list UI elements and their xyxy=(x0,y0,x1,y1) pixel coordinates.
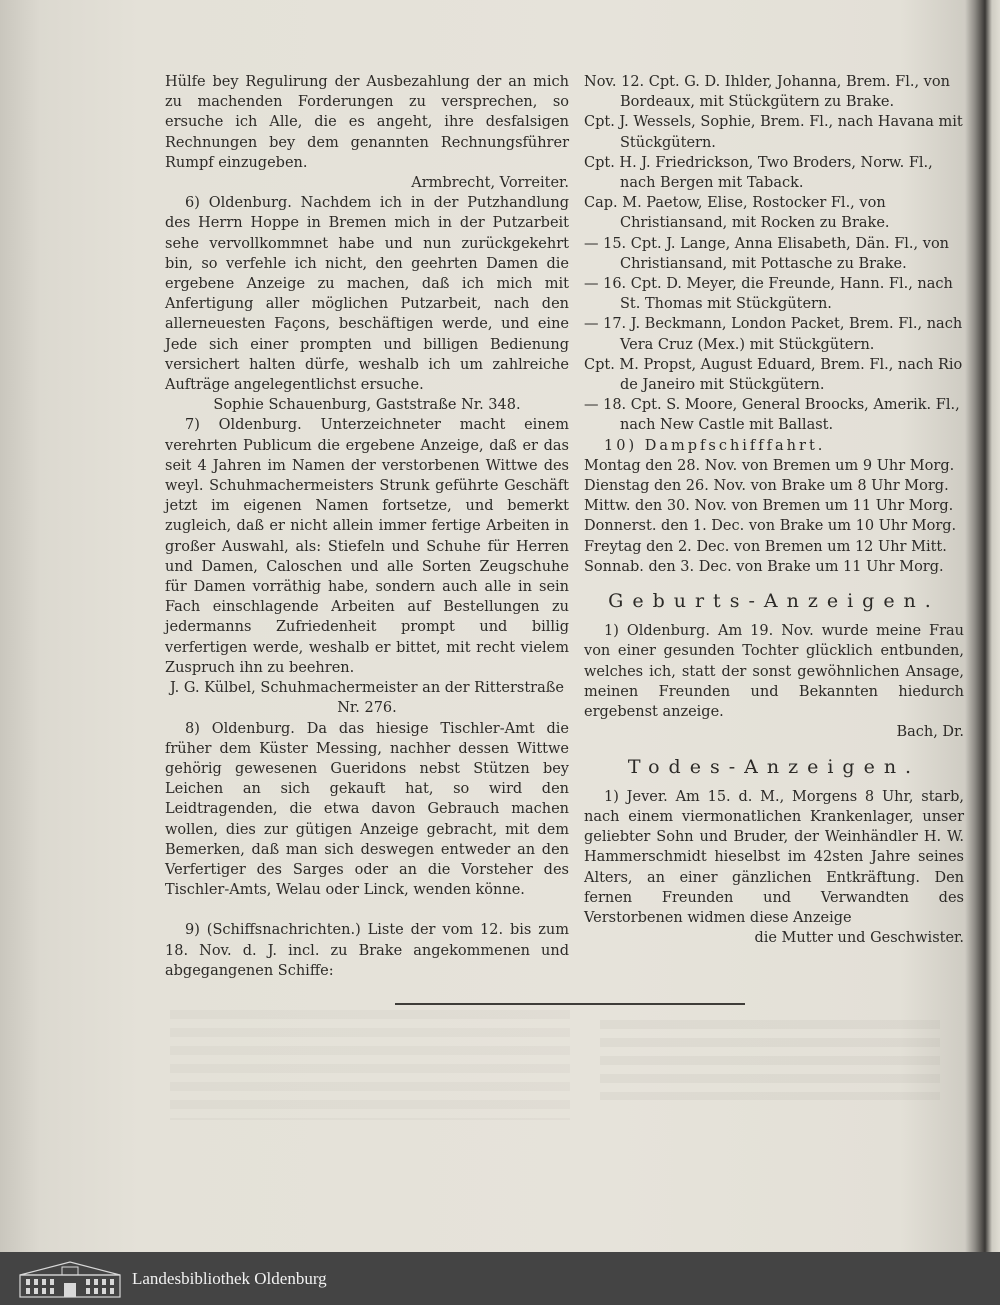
left-column-paragraph xyxy=(165,900,569,920)
left-column-paragraph: 7) Oldenburg. Unterzeichneter macht einem verehrten Publicum die ergebene Anzeige, daß er das seit 4 Jahren im Namen der verstorbenen Wittwe des weyl. Schuhmachermeisters Strunk geführte Geschäft jetzt im eigenen Namen fortsetze, und bemerkt zugleich, daß er nicht allein immer fertige Arbeiten in großer Auswahl, als: Stiefeln und Schuhe für Herren und Damen, Caloschen und alle Sorten Zeugschuhe für Damen vorräthig habe, sondern auch alle in sein Fach einschlagende Arbeiten auf Bestellungen zu jedermanns Zufriedenheit prompt und billig verfertigen werde, weshalb er bittet, mit recht vielem Zuspruch ihn zu beehren. xyxy=(165,417,569,676)
right-column-paragraph: Cpt. M. Propst, August Eduard, Brem. Fl., nach Rio de Janeiro mit Stückgütern. xyxy=(584,356,963,394)
left-column-paragraph: J. G. Külbel, Schuhmachermeister an der Ritterstraße Nr. 276. xyxy=(169,680,565,717)
right-column-paragraph: Mittw. den 30. Nov. von Bremen um 11 Uhr Morg. xyxy=(584,498,954,515)
left-text-column xyxy=(165,72,569,981)
section-heading: Todes-Anzeigen. xyxy=(627,755,921,778)
right-column-paragraph: Nov. 12. Cpt. G. D. Ihlder, Johanna, Brem. Fl., von Bordeaux, mit Stückgütern zu Brake. xyxy=(584,74,950,111)
right-column-paragraph: Bach, Dr. xyxy=(896,724,964,741)
right-column-paragraph: — 17. J. Beckmann, London Packet, Brem. Fl., nach Vera Cruz (Mex.) mit Stückgütern. xyxy=(584,316,963,353)
section-divider xyxy=(395,1003,745,1005)
right-column-paragraph: 1) Oldenburg. Am 19. Nov. wurde meine Frau von einer gesunden Tochter glücklich entbunden, welches ich, statt der sonst gewöhnlichen Ansage, meinen Freunden und Bekannten hiedurch ergebenst anzeige. xyxy=(584,623,964,721)
section-heading: Geburts-Anzeigen. xyxy=(608,590,940,613)
library-building-icon xyxy=(18,1259,122,1299)
right-column-paragraph: 1) Jever. Am 15. d. M., Morgens 8 Uhr, starb, nach einem viermonatlichen Krankenlager, unser geliebter Sohn und Bruder, der Weinhändler H. W. Hammerschmidt hieselbst im 42sten Jahre seines Alters, an einer gänzlichen Entkräftung. Den fernen Freunden und Verwandten des Verstorbenen widmen diese Anzeige xyxy=(584,788,964,926)
library-name: Landesbibliothek Oldenburg xyxy=(132,1268,327,1288)
left-column-paragraph: Hülfe bey Regulirung der Ausbezahlung der an mich zu machenden Forderungen zu versprechen, so ersuche ich Alle, die es angeht, ihre desfalsigen Rechnungen bey dem genannten Rechnungsführer Rumpf einzugeben. xyxy=(165,74,569,171)
library-footer-bar xyxy=(0,1252,1000,1305)
right-column-paragraph: 10) Dampfschifffahrt. xyxy=(604,437,826,454)
right-column-paragraph: Dienstag den 26. Nov. von Brake um 8 Uhr Morg. xyxy=(584,478,949,495)
right-column-paragraph: Cpt. H. J. Friedrickson, Two Broders, Norw. Fl., nach Bergen mit Taback. xyxy=(584,154,933,192)
right-column-paragraph: Donnerst. den 1. Dec. von Brake um 10 Uhr Morg. xyxy=(584,518,957,535)
right-column-paragraph: Sonnab. den 3. Dec. von Brake um 11 Uhr Morg. xyxy=(584,558,944,575)
bleed-through-shadow xyxy=(170,1010,570,1120)
right-column-paragraph: Freytag den 2. Dec. von Bremen um 12 Uhr Mitt. xyxy=(584,538,947,555)
left-column-paragraph: 8) Oldenburg. Da das hiesige Tischler-Amt die früher dem Küster Messing, nachher dessen Wittwe gehörig gewesenen Gueridons nebst Stützen bey Leichen an sich gekauft hat, so wird den Leidtragenden, die etwa davon Gebrauch machen wollen, dies zur gütigen Anzeige gebracht, mit dem Bemerken, daß man sich deswegen entweder an den Verfertiger des Sarges oder an die Vorsteher des Tischler-Amts, Welau oder Linck, wenden könne. xyxy=(165,720,569,899)
right-text-column xyxy=(584,72,964,948)
right-column-paragraph: Montag den 28. Nov. von Bremen um 9 Uhr Morg. xyxy=(584,457,955,474)
left-column-paragraph: Armbrecht, Vorreiter. xyxy=(411,175,569,192)
left-column-paragraph: 6) Oldenburg. Nachdem ich in der Putzhandlung des Herrn Hoppe in Bremen mich in der Putzarbeit sehe vervollkommnet habe und nun zurückgekehrt bin, so verfehle ich nicht, den geehrten Damen die ergebene Anzeige zu machen, daß ich mich mit Anfertigung aller möglichen Putzarbeit, nach den allerneuesten Façons, beschäftigen werde, und eine Jede sich einer prompten und billigen Bedienung versichert halten dürfe, weshalb ich um zahlreiche Aufträge angelegentlichst ersuche. xyxy=(165,195,569,394)
left-column-paragraph: Sophie Schauenburg, Gaststraße Nr. 348. xyxy=(213,397,521,414)
right-column-paragraph: — 16. Cpt. D. Meyer, die Freunde, Hann. Fl., nach St. Thomas mit Stückgütern. xyxy=(584,276,953,313)
right-column-paragraph: Cap. M. Paetow, Elise, Rostocker Fl., von Christiansand, mit Rocken zu Brake. xyxy=(584,195,890,232)
right-column-paragraph: — 18. Cpt. S. Moore, General Broocks, Amerik. Fl., nach New Castle mit Ballast. xyxy=(584,397,960,434)
right-column-paragraph: — 15. Cpt. J. Lange, Anna Elisabeth, Dän. Fl., von Christiansand, mit Pottasche zu Brake. xyxy=(584,235,950,272)
right-column-paragraph: die Mutter und Geschwister. xyxy=(754,930,964,947)
bleed-through-shadow xyxy=(600,1020,940,1100)
left-column-paragraph: 9) (Schiffsnachrichten.) Liste der vom 12. bis zum 18. Nov. d. J. incl. zu Brake angekommenen und abgegangenen Schiffe: xyxy=(165,922,569,979)
right-column-paragraph: Cpt. J. Wessels, Sophie, Brem. Fl., nach Havana mit Stückgütern. xyxy=(584,114,963,151)
